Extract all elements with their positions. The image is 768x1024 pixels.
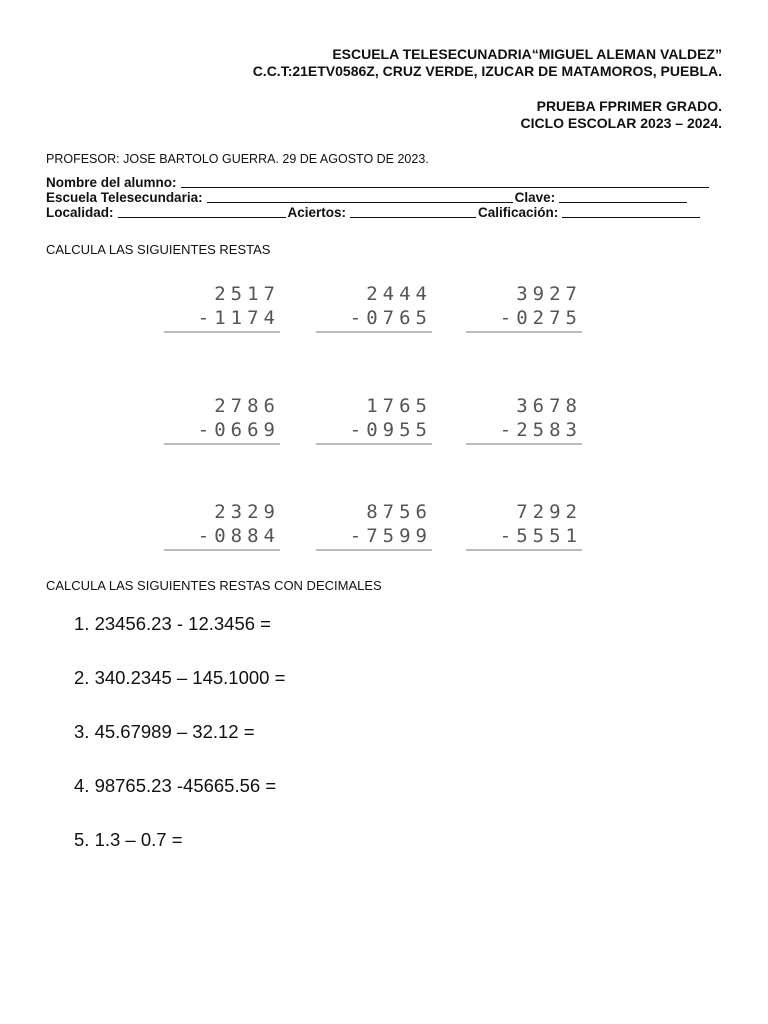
subtrahend: -5551 [499,525,582,547]
minuend: 3927 [516,283,582,305]
minuend: 2786 [214,395,280,417]
locality-row [46,205,722,220]
subtraction-problem [302,500,432,551]
subtraction-problem [452,282,582,333]
subtraction-problem [150,282,280,333]
school-header [253,46,722,80]
subtraction-problem [452,394,582,445]
answer-line [466,443,582,445]
minuend: 8756 [366,501,432,523]
grade-line[interactable] [562,205,700,218]
subtraction-problem [452,500,582,551]
locality-label: Localidad: [46,205,114,220]
answer-line [316,331,432,333]
exam-title: PRUEBA FPRIMER GRADO. [536,98,722,114]
school-label: Escuela Telesecundaria: [46,190,203,205]
professor-line: PROFESOR: JOSE BARTOLO GUERRA. 29 DE AGOSTO DE 2023. [46,152,429,166]
decimal-exercise: 3. 45.67989 – 32.12 = [74,721,255,742]
school-line[interactable] [207,190,513,203]
minuend: 2517 [214,283,280,305]
school-cct: C.C.T:21ETV0586Z, CRUZ VERDE, IZUCAR DE MATAMOROS, PUEBLA. [252,63,722,79]
decimal-exercise: 5. 1.3 – 0.7 = [74,829,183,850]
minuend: 1765 [366,395,432,417]
student-name-line[interactable] [181,175,709,188]
minuend: 2329 [214,501,280,523]
key-label: Clave: [514,190,556,205]
minuend: 7292 [516,501,582,523]
subtrahend: -0669 [197,419,280,441]
hits-line[interactable] [350,205,476,218]
student-name-label: Nombre del alumno: [46,175,177,190]
subtrahend: -0955 [349,419,432,441]
answer-line [164,549,280,551]
answer-line [466,549,582,551]
answer-line [466,331,582,333]
decimal-exercise: 2. 340.2345 – 145.1000 = [74,667,286,688]
answer-line [164,443,280,445]
decimal-exercise: 4. 98765.23 -45665.56 = [74,775,277,796]
subtraction-problem [150,394,280,445]
subtrahend: -0275 [499,307,582,329]
subtrahend: -0884 [197,525,280,547]
subtrahend: -7599 [349,525,432,547]
subtrahend: -0765 [349,307,432,329]
answer-line [316,443,432,445]
subtraction-problem [302,394,432,445]
minuend: 2444 [366,283,432,305]
section-title-decimals: CALCULA LAS SIGUIENTES RESTAS CON DECIMALES [46,578,382,593]
subtraction-problem [150,500,280,551]
hits-label: Aciertos: [287,205,347,220]
school-name: ESCUELA TELESECUNADRIA“MIGUEL ALEMAN VALDEZ” [332,46,722,62]
decimal-exercise-list [74,610,285,880]
subtraction-problem [302,282,432,333]
decimal-exercise: 1. 23456.23 - 12.3456 = [74,613,271,634]
key-line[interactable] [559,190,687,203]
grade-label: Calificación: [478,205,559,220]
school-cycle: CICLO ESCOLAR 2023 – 2024. [520,115,722,131]
answer-line [316,549,432,551]
subtrahend: -2583 [499,419,582,441]
school-key-row [46,190,722,205]
minuend: 3678 [516,395,582,417]
section-title-subtractions: CALCULA LAS SIGUIENTES RESTAS [46,242,271,257]
answer-line [164,331,280,333]
locality-line[interactable] [118,205,286,218]
student-fields [46,175,722,220]
subtrahend: -1174 [197,307,280,329]
student-name-row [46,175,722,190]
exam-header [520,98,722,132]
